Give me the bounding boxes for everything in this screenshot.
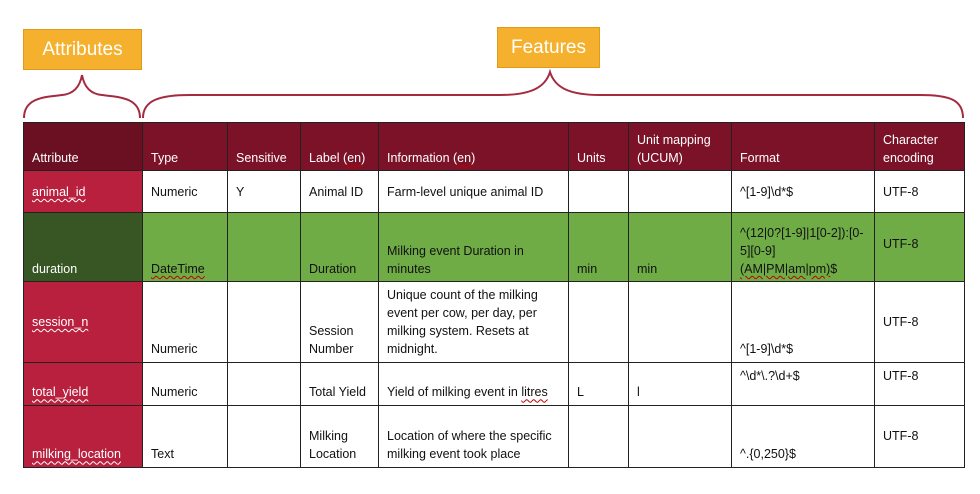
col-label (301, 123, 379, 171)
cell-sensitive (228, 213, 301, 282)
features-brace (143, 72, 963, 118)
cell-format: ^(12|0?[1-9]|1[0-2]):[0-5][0-9](AM|PM|am|pm)$ (732, 213, 875, 282)
attributes-label: Attributes (23, 29, 142, 70)
cell-encoding: UTF-8 (875, 213, 965, 282)
cell-label: Animal ID (301, 171, 379, 213)
cell-ucum (629, 405, 732, 467)
cell-encoding: UTF-8 (875, 405, 965, 467)
data-dictionary-table (23, 122, 965, 468)
cell-sensitive (228, 405, 301, 467)
col-units: Units (569, 123, 629, 171)
table-row-highlighted (24, 213, 965, 282)
cell-label: Duration (301, 213, 379, 282)
table-row (24, 282, 965, 363)
col-unit-mapping: Unit mapping (UCUM) (629, 123, 732, 171)
cell-sensitive (228, 362, 301, 405)
cell-attribute: animal_id (24, 171, 143, 213)
cell-information: Farm-level unique animal ID (379, 171, 569, 213)
cell-type: Numeric (143, 362, 228, 405)
col-info-pre: Information ( (387, 150, 458, 165)
col-info-en: en (457, 150, 472, 165)
cell-encoding: UTF-8 (875, 362, 965, 405)
col-attribute: Attribute (24, 123, 143, 171)
col-type: Type (143, 123, 228, 171)
col-sensitive: Sensitive (228, 123, 301, 171)
cell-units: L (569, 362, 629, 405)
cell-encoding: UTF-8 (875, 171, 965, 213)
cell-type: Numeric (143, 171, 228, 213)
cell-information: Yield of milking event in litres (379, 362, 569, 405)
cell-format: ^.{0,250}$ (732, 405, 875, 467)
cell-units: min (569, 213, 629, 282)
cell-label: Session Number (301, 282, 379, 363)
col-information (379, 123, 569, 171)
table-row (24, 362, 965, 405)
header-row (24, 123, 965, 171)
features-label: Features (497, 27, 600, 68)
cell-information: Location of where the specific milking event took place (379, 405, 569, 467)
cell-units (569, 405, 629, 467)
cell-label: Total Yield (301, 362, 379, 405)
cell-format: ^[1-9]\d*$ (732, 282, 875, 363)
col-info-post: ) (471, 150, 476, 165)
cell-ucum (629, 282, 732, 363)
cell-sensitive: Y (228, 171, 301, 213)
table-row (24, 171, 965, 213)
cell-units (569, 282, 629, 363)
cell-attribute: total_yield (24, 362, 143, 405)
cell-attribute: duration (24, 213, 143, 282)
col-format: Format (732, 123, 875, 171)
col-label-post: ) (361, 150, 366, 165)
cell-ucum: l (629, 362, 732, 405)
cell-format: ^[1-9]\d*$ (732, 171, 875, 213)
cell-format: ^\d*\.?\d+$ (732, 362, 875, 405)
cell-type: Numeric (143, 282, 228, 363)
cell-type: Text (143, 405, 228, 467)
cell-ucum: min (629, 213, 732, 282)
cell-label: Milking Location (301, 405, 379, 467)
cell-ucum (629, 171, 732, 213)
cell-information: Unique count of the milking event per cow, per day, per milking system. Resets at midnight. (379, 282, 569, 363)
cell-attribute: milking_location (24, 405, 143, 467)
cell-type: DateTime (143, 213, 228, 282)
col-label-pre: Label ( (309, 150, 348, 165)
cell-sensitive (228, 282, 301, 363)
attributes-brace (24, 75, 140, 118)
cell-encoding: UTF-8 (875, 282, 965, 363)
col-encoding: Character encoding (875, 123, 965, 171)
col-label-en: en (347, 150, 362, 165)
cell-attribute: session_n (24, 282, 143, 363)
cell-units (569, 171, 629, 213)
cell-information: Milking event Duration in minutes (379, 213, 569, 282)
table-row (24, 405, 965, 467)
